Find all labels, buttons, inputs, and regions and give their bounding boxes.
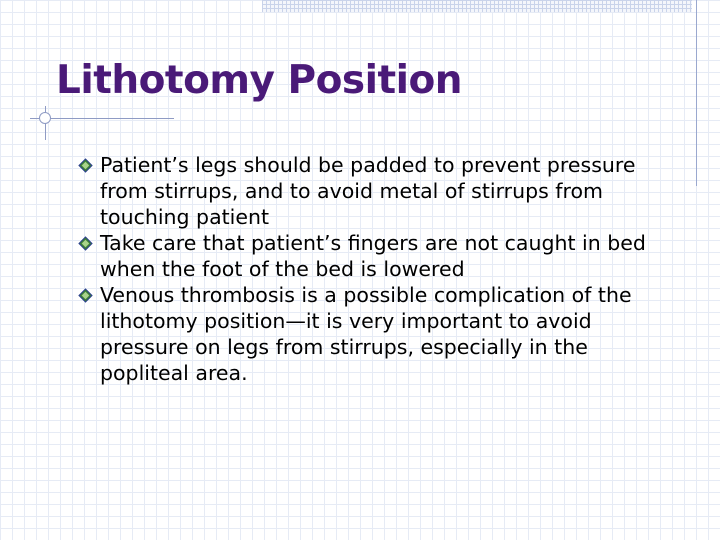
title-underline — [30, 118, 174, 119]
bullet-text: Take care that patient’s fingers are not caught in bed when the foot of the bed is lowered — [100, 231, 646, 281]
bullet-text: Patient’s legs should be padded to prevent pressure from stirrups, and to avoid metal of stirrups from touching patient — [100, 153, 636, 229]
bullet-item — [78, 282, 678, 386]
bullet-item — [78, 230, 678, 282]
diamond-bullet-icon — [78, 158, 93, 173]
diamond-bullet-icon — [78, 236, 93, 251]
slide-title: Lithotomy Position — [56, 58, 463, 103]
bullet-text: Venous thrombosis is a possible complication of the lithotomy position—it is very important to avoid pressure on legs from stirrups, especially in the popliteal area. — [100, 283, 632, 385]
bullet-item — [78, 152, 678, 230]
right-decorative-line — [696, 0, 697, 186]
title-circle-ornament — [39, 112, 51, 124]
bullet-list — [78, 152, 678, 386]
top-decorative-band — [262, 0, 692, 12]
diamond-bullet-icon — [78, 288, 93, 303]
